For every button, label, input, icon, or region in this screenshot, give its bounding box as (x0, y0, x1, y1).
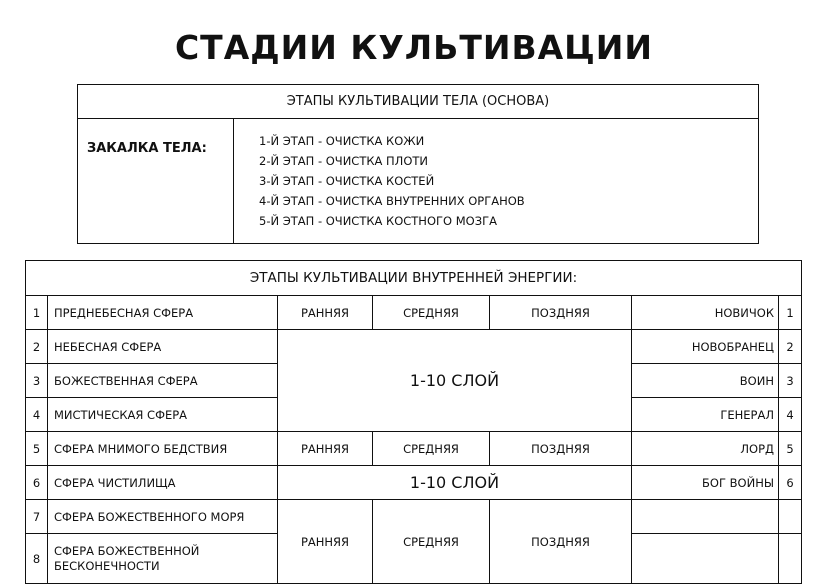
body-table-label: ЗАКАЛКА ТЕЛА: (78, 119, 234, 244)
rank-title (632, 500, 779, 534)
phase-middle: СРЕДНЯЯ (373, 500, 490, 584)
row-number-right: 6 (779, 466, 802, 500)
row-number: 7 (26, 500, 48, 534)
row-number: 4 (26, 398, 48, 432)
table-row (26, 296, 802, 330)
phase-middle: СРЕДНЯЯ (373, 296, 490, 330)
phase-late: ПОЗДНЯЯ (490, 296, 632, 330)
body-stage-item: 2-Й ЭТАП - ОЧИСТКА ПЛОТИ (259, 154, 429, 168)
rank-title: БОГ ВОЙНЫ (632, 466, 779, 500)
body-stage-item: 5-Й ЭТАП - ОЧИСТКА КОСТНОГО МОЗГА (259, 214, 497, 228)
rank-title: НОВОБРАНЕЦ (632, 330, 779, 364)
page-title: СТАДИИ КУЛЬТИВАЦИИ (174, 28, 654, 67)
row-number-right: 3 (779, 364, 802, 398)
realm-name: СФЕРА БОЖЕСТВЕННОГО МОРЯ (48, 500, 278, 534)
body-stage-list (234, 119, 759, 244)
realm-name: МИСТИЧЕСКАЯ СФЕРА (48, 398, 278, 432)
row-number-right: 5 (779, 432, 802, 466)
realm-name: СФЕРА МНИМОГО БЕДСТВИЯ (48, 432, 278, 466)
row-number: 1 (26, 296, 48, 330)
table-row (26, 330, 802, 364)
phase-middle: СРЕДНЯЯ (373, 432, 490, 466)
rank-title: ГЕНЕРАЛ (632, 398, 779, 432)
phase-late: ПОЗДНЯЯ (490, 500, 632, 584)
table-row (26, 432, 802, 466)
body-cultivation-table (77, 84, 759, 244)
rank-title: ЛОРД (632, 432, 779, 466)
rank-title: НОВИЧОК (632, 296, 779, 330)
row-number: 2 (26, 330, 48, 364)
body-stage-item: 1-Й ЭТАП - ОЧИСТКА КОЖИ (259, 134, 425, 148)
row-number: 8 (26, 534, 48, 584)
phase-early: РАННЯЯ (278, 296, 373, 330)
energy-cultivation-table (25, 260, 802, 584)
realm-name: БОЖЕСТВЕННАЯ СФЕРА (48, 364, 278, 398)
row-number-right: 4 (779, 398, 802, 432)
realm-name: СФЕРА БОЖЕСТВЕННОЙ БЕСКОНЕЧНОСТИ (48, 534, 278, 584)
row-number: 3 (26, 364, 48, 398)
rank-title (632, 534, 779, 584)
row-number: 5 (26, 432, 48, 466)
row-number-right (779, 500, 802, 534)
phase-early: РАННЯЯ (278, 432, 373, 466)
body-stage-item: 4-Й ЭТАП - ОЧИСТКА ВНУТРЕННИХ ОРГАНОВ (259, 194, 525, 208)
phase-early: РАННЯЯ (278, 500, 373, 584)
rank-title: ВОИН (632, 364, 779, 398)
body-stage-item: 3-Й ЭТАП - ОЧИСТКА КОСТЕЙ (259, 174, 435, 188)
realm-name: ПРЕДНЕБЕСНАЯ СФЕРА (48, 296, 278, 330)
realm-name: НЕБЕСНАЯ СФЕРА (48, 330, 278, 364)
table-row (26, 500, 802, 534)
row-number: 6 (26, 466, 48, 500)
phase-late: ПОЗДНЯЯ (490, 432, 632, 466)
row-number-right: 1 (779, 296, 802, 330)
table-row (26, 466, 802, 500)
energy-table-header: ЭТАПЫ КУЛЬТИВАЦИИ ВНУТРЕННЕЙ ЭНЕРГИИ: (26, 261, 802, 296)
layers-cell: 1-10 СЛОЙ (278, 330, 632, 432)
layers-cell: 1-10 СЛОЙ (278, 466, 632, 500)
row-number-right (779, 534, 802, 584)
body-table-header: ЭТАПЫ КУЛЬТИВАЦИИ ТЕЛА (ОСНОВА) (78, 85, 759, 119)
realm-name: СФЕРА ЧИСТИЛИЩА (48, 466, 278, 500)
row-number-right: 2 (779, 330, 802, 364)
